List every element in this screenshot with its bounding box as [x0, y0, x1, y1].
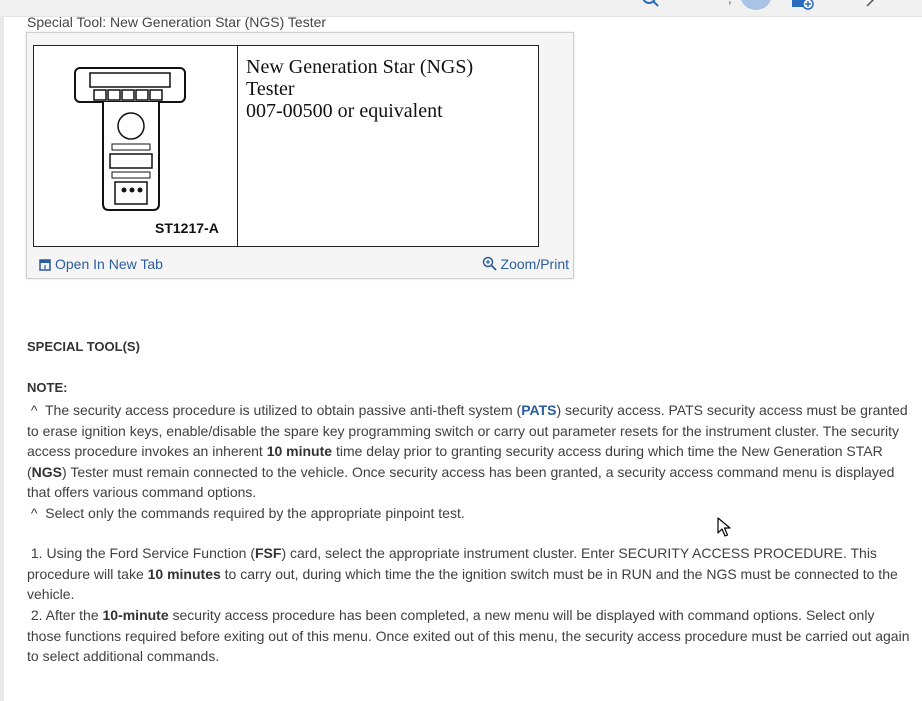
- tool-description: [246, 56, 473, 122]
- bold-text: 10-minute: [102, 607, 169, 623]
- note-bullet: ^: [30, 505, 38, 521]
- mouse-cursor-icon: [717, 517, 731, 537]
- bold-text: 10 minutes: [147, 565, 221, 582]
- ngs-tester-drawing: [70, 64, 190, 214]
- tool-id-label: ST1217-A: [155, 220, 219, 236]
- note-text: Select only the commands required by the appropriate pinpoint test.: [45, 505, 465, 521]
- step-2: [27, 605, 912, 667]
- step-text: to carry out, during which time the the ignition switch must be in RUN and the NGS must be connected to the vehicle.: [27, 565, 898, 602]
- user-avatar[interactable]: [740, 0, 772, 10]
- zoom-print-label: Zoom/Print: [500, 256, 569, 272]
- tool-description-line: Tester: [246, 78, 295, 100]
- step-text: security access procedure has been completed, a new menu will be displayed with command options. Select only those functions required before exiting out of this menu. Once exited out of this menu, the security access procedure must be carried out again to select additional commands.: [27, 607, 910, 664]
- left-scroll-edge: [0, 16, 4, 701]
- note-text: time delay prior to granting security access during which time the New Generation STAR (: [27, 443, 883, 480]
- ngs-abbrev: NGS: [31, 463, 63, 480]
- note-text: The security access procedure is utilized to obtain passive anti-theft system (: [45, 402, 522, 418]
- note-paragraph-1: [27, 400, 912, 503]
- note-text: ) Tester must remain connected to the vehicle. Once security access has been granted, a security access command menu is displayed that offers various command options.: [27, 463, 895, 500]
- step-text: 2. After the: [30, 607, 103, 623]
- pats-link[interactable]: PATS: [521, 402, 557, 418]
- tool-description-line: New Generation Star (NGS): [246, 56, 474, 78]
- open-in-new-tab-label: Open In New Tab: [55, 256, 163, 272]
- tool-description-line: 007-00500 or equivalent: [246, 100, 443, 122]
- open-in-new-tab-link[interactable]: [39, 256, 163, 272]
- fsf-abbrev: FSF: [255, 545, 282, 561]
- note-paragraph-2: [27, 503, 912, 524]
- note-heading: NOTE:: [27, 380, 68, 395]
- figure-footer: [27, 255, 573, 277]
- special-tool-figure: [26, 32, 574, 279]
- open-new-tab-icon: [39, 259, 51, 271]
- note-text: ) security access. PATS security access must be granted to erase ignition keys, enable/disable the spare key programming switch or carry out parameter resets for the instrument cluster. The security access procedure invokes an inherent: [27, 402, 908, 459]
- chevron-icon[interactable]: [865, 0, 877, 11]
- figure-divider: [237, 46, 238, 246]
- note-bullet: ^: [30, 402, 38, 418]
- folder-add-icon[interactable]: [791, 0, 815, 15]
- section-heading: SPECIAL TOOL(S): [27, 339, 140, 354]
- tool-illustration: [33, 45, 539, 247]
- toolbar-mark: [728, 0, 732, 6]
- step-text: 1. Using the Ford Service Function (: [30, 545, 255, 561]
- step-text: ) card, select the appropriate instrument cluster. Enter SECURITY ACCESS PROCEDURE. This procedure will take: [27, 545, 877, 582]
- search-icon[interactable]: [642, 0, 660, 13]
- step-1: [27, 543, 912, 605]
- zoom-icon: [482, 256, 497, 271]
- bold-text: 10 minute: [266, 443, 333, 459]
- zoom-print-link[interactable]: [482, 256, 569, 272]
- tool-title: Special Tool: New Generation Star (NGS) Tester: [27, 14, 327, 30]
